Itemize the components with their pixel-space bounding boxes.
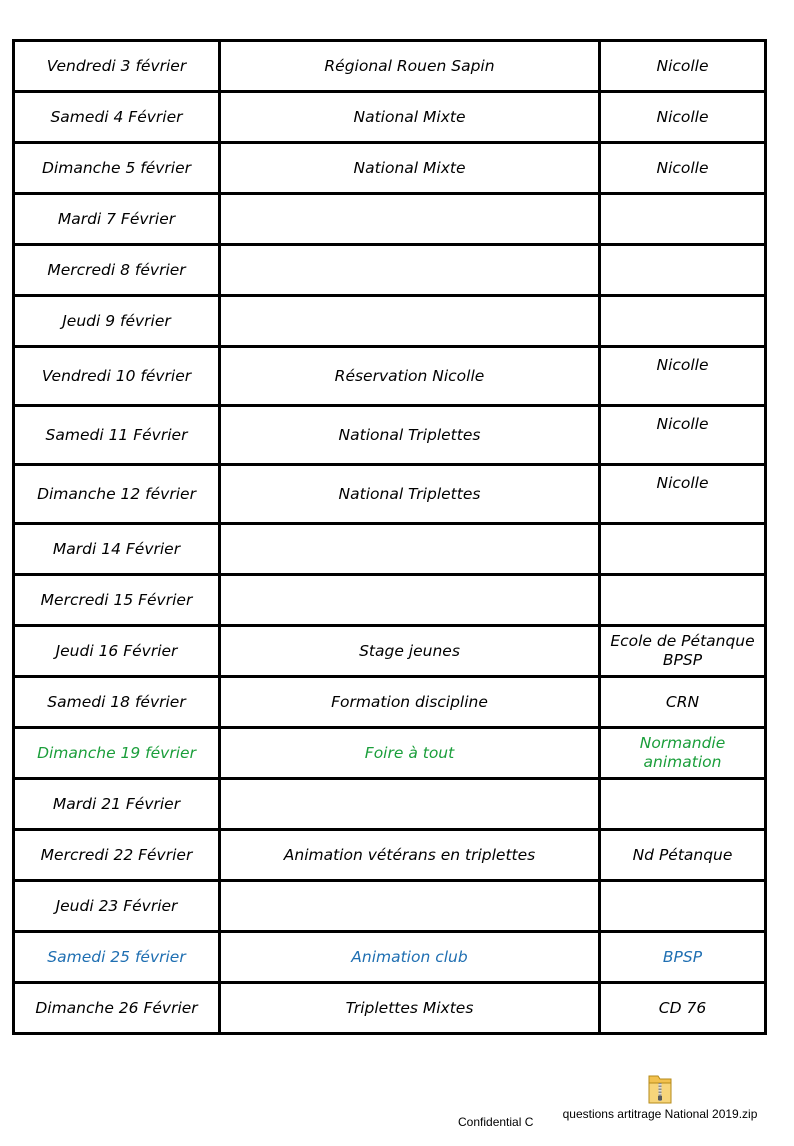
schedule-row: [14, 983, 766, 1034]
organizer-cell: Nd Pétanque: [600, 830, 766, 881]
date-cell: Mercredi 22 Février: [14, 830, 220, 881]
organizer-cell: Nicolle: [600, 406, 766, 465]
event-cell: Formation discipline: [220, 677, 600, 728]
event-cell: [220, 575, 600, 626]
date-cell: Dimanche 12 février: [14, 465, 220, 524]
schedule-row: [14, 728, 766, 779]
schedule-row: [14, 143, 766, 194]
event-cell: Animation vétérans en triplettes: [220, 830, 600, 881]
organizer-cell: [600, 296, 766, 347]
organizer-cell: CRN: [600, 677, 766, 728]
schedule-row: [14, 406, 766, 465]
organizer-cell: CD 76: [600, 983, 766, 1034]
date-cell: Jeudi 23 Février: [14, 881, 220, 932]
event-cell: National Triplettes: [220, 465, 600, 524]
schedule-row: [14, 881, 766, 932]
event-cell: [220, 524, 600, 575]
attachment-file[interactable]: [560, 1072, 760, 1121]
event-cell: Triplettes Mixtes: [220, 983, 600, 1034]
event-cell: Régional Rouen Sapin: [220, 41, 600, 92]
date-cell: Jeudi 9 février: [14, 296, 220, 347]
event-cell: Stage jeunes: [220, 626, 600, 677]
event-cell: Animation club: [220, 932, 600, 983]
organizer-cell: Normandie animation: [600, 728, 766, 779]
date-cell: Vendredi 10 février: [14, 347, 220, 406]
schedule-row: [14, 41, 766, 92]
date-cell: Dimanche 5 février: [14, 143, 220, 194]
organizer-cell: Nicolle: [600, 41, 766, 92]
schedule-row: [14, 92, 766, 143]
organizer-cell: Nicolle: [600, 92, 766, 143]
schedule-row: [14, 296, 766, 347]
date-cell: Mercredi 15 Février: [14, 575, 220, 626]
organizer-cell: Nicolle: [600, 465, 766, 524]
schedule-body: [14, 41, 766, 1034]
event-cell: [220, 194, 600, 245]
date-cell: Mercredi 8 février: [14, 245, 220, 296]
date-cell: Dimanche 19 février: [14, 728, 220, 779]
attachment-filename: questions artitrage National 2019.zip: [562, 1107, 758, 1121]
schedule-row: [14, 779, 766, 830]
organizer-cell: [600, 779, 766, 830]
date-cell: Mardi 21 Février: [14, 779, 220, 830]
date-cell: Samedi 4 Février: [14, 92, 220, 143]
date-cell: Samedi 25 février: [14, 932, 220, 983]
event-cell: Réservation Nicolle: [220, 347, 600, 406]
date-cell: Samedi 11 Février: [14, 406, 220, 465]
date-cell: Vendredi 3 février: [14, 41, 220, 92]
schedule-row: [14, 830, 766, 881]
event-cell: [220, 881, 600, 932]
organizer-cell: [600, 194, 766, 245]
schedule-row: [14, 347, 766, 406]
schedule-row: [14, 575, 766, 626]
event-cell: National Mixte: [220, 92, 600, 143]
organizer-cell: [600, 575, 766, 626]
confidential-label: Confidential C: [458, 1115, 534, 1129]
organizer-cell: [600, 245, 766, 296]
schedule-row: [14, 932, 766, 983]
schedule-row: [14, 245, 766, 296]
event-cell: [220, 779, 600, 830]
organizer-cell: Ecole de Pétanque BPSP: [600, 626, 766, 677]
organizer-cell: Nicolle: [600, 143, 766, 194]
zip-folder-icon: [646, 1072, 674, 1106]
event-cell: Foire à tout: [220, 728, 600, 779]
date-cell: Mardi 7 Février: [14, 194, 220, 245]
date-cell: Dimanche 26 Février: [14, 983, 220, 1034]
organizer-cell: Nicolle: [600, 347, 766, 406]
event-cell: National Mixte: [220, 143, 600, 194]
event-cell: [220, 296, 600, 347]
schedule-row: [14, 677, 766, 728]
date-cell: Mardi 14 Février: [14, 524, 220, 575]
schedule-row: [14, 465, 766, 524]
schedule-table: [12, 39, 767, 1035]
organizer-cell: [600, 524, 766, 575]
event-cell: [220, 245, 600, 296]
date-cell: Jeudi 16 Février: [14, 626, 220, 677]
schedule-row: [14, 626, 766, 677]
schedule-row: [14, 194, 766, 245]
organizer-cell: [600, 881, 766, 932]
date-cell: Samedi 18 février: [14, 677, 220, 728]
event-cell: National Triplettes: [220, 406, 600, 465]
schedule-row: [14, 524, 766, 575]
organizer-cell: BPSP: [600, 932, 766, 983]
